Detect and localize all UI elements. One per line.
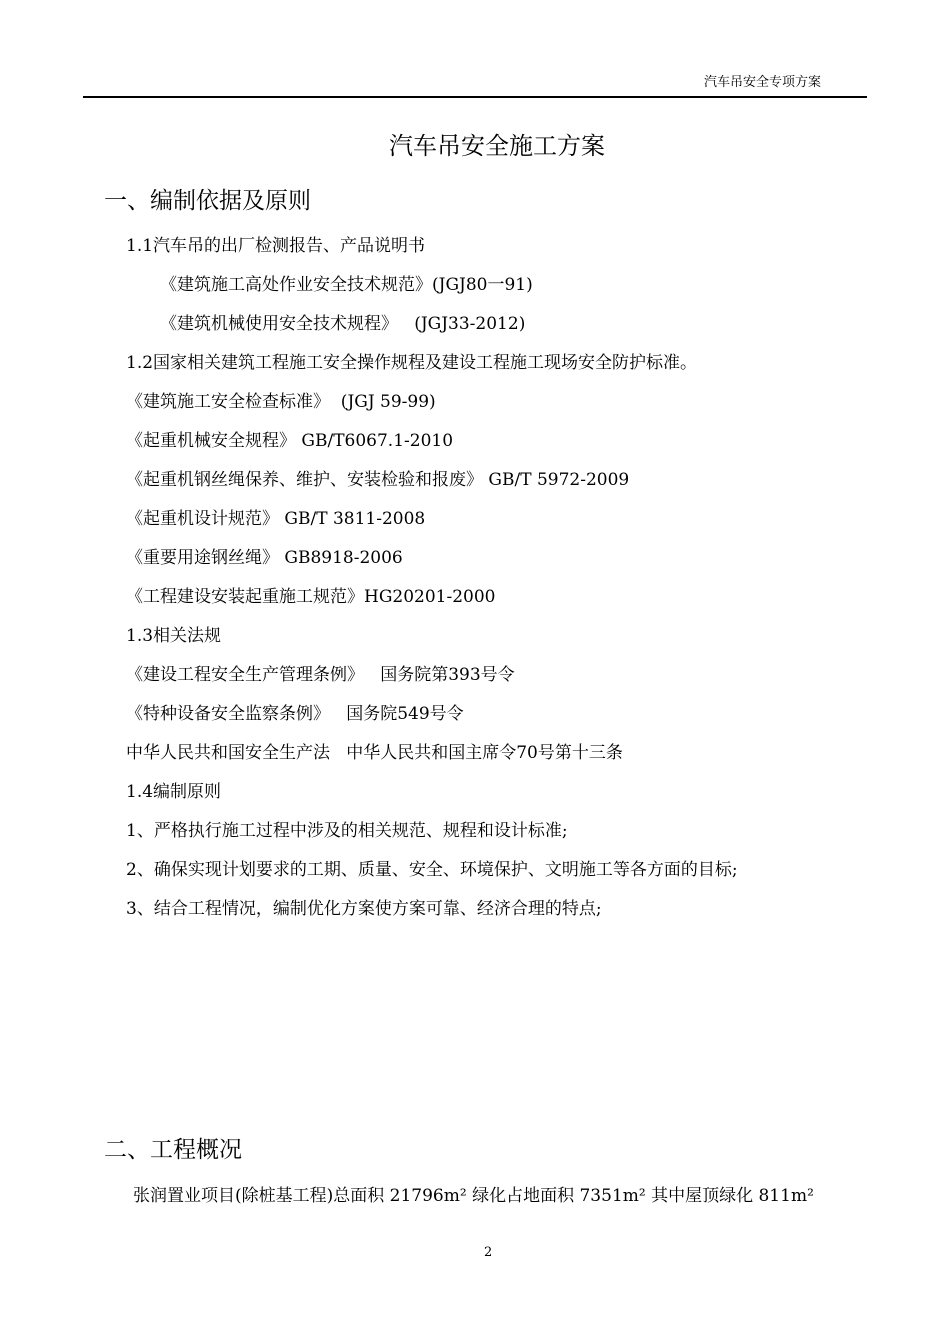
running-header: 汽车吊安全专项方案 bbox=[704, 75, 822, 90]
text-line: 1.3相关法规 bbox=[126, 626, 222, 646]
text-line: 3、结合工程情况，编制优化方案使方案可靠、经济合理的特点; bbox=[126, 899, 602, 919]
section-heading-2: 二、工程概况 bbox=[104, 1137, 242, 1163]
text-line: 中华人民共和国安全生产法 中华人民共和国主席令70号第十三条 bbox=[126, 743, 623, 763]
text-line: 《起重机械安全规程》 GB/T6067.1-2010 bbox=[126, 431, 454, 451]
page-number: 2 bbox=[484, 1245, 493, 1260]
text-line: 张润置业项目(除桩基工程)总面积 21796m² 绿化占地面积 7351m² 其中屋顶绿化 811m² bbox=[133, 1186, 814, 1206]
text-line: 2、确保实现计划要求的工期、质量、安全、环境保护、文明施工等各方面的目标; bbox=[126, 860, 738, 880]
text-line: 1.1汽车吊的出厂检测报告、产品说明书 bbox=[126, 236, 426, 256]
text-line: 《建筑施工安全检查标准》 (JGJ 59-99) bbox=[126, 392, 436, 412]
text-line: 《起重机钢丝绳保养、维护、安装检验和报废》 GB/T 5972-2009 bbox=[126, 470, 630, 490]
section-heading-1: 一、编制依据及原则 bbox=[104, 188, 311, 214]
text-line: 《起重机设计规范》 GB/T 3811-2008 bbox=[126, 509, 426, 529]
text-line: 1、严格执行施工过程中涉及的相关规范、规程和设计标准; bbox=[126, 821, 568, 841]
text-line: 《建筑施工高处作业安全技术规范》(JGJ80一91) bbox=[160, 275, 533, 295]
text-line: 1.2国家相关建筑工程施工安全操作规程及建设工程施工现场安全防护标准。 bbox=[126, 353, 698, 373]
text-line: 《重要用途钢丝绳》 GB8918-2006 bbox=[126, 548, 403, 568]
document-title: 汽车吊安全施工方案 bbox=[389, 132, 605, 160]
header-rule bbox=[83, 96, 867, 98]
text-line: 《建设工程安全生产管理条例》 国务院第393号令 bbox=[126, 665, 515, 685]
text-line: 《建筑机械使用安全技术规程》 (JGJ33-2012) bbox=[160, 314, 526, 334]
text-line: 《工程建设安装起重施工规范》HG20201-2000 bbox=[126, 587, 496, 607]
text-line: 1.4编制原则 bbox=[126, 782, 222, 802]
text-line: 《特种设备安全监察条例》 国务院549号令 bbox=[126, 704, 464, 724]
